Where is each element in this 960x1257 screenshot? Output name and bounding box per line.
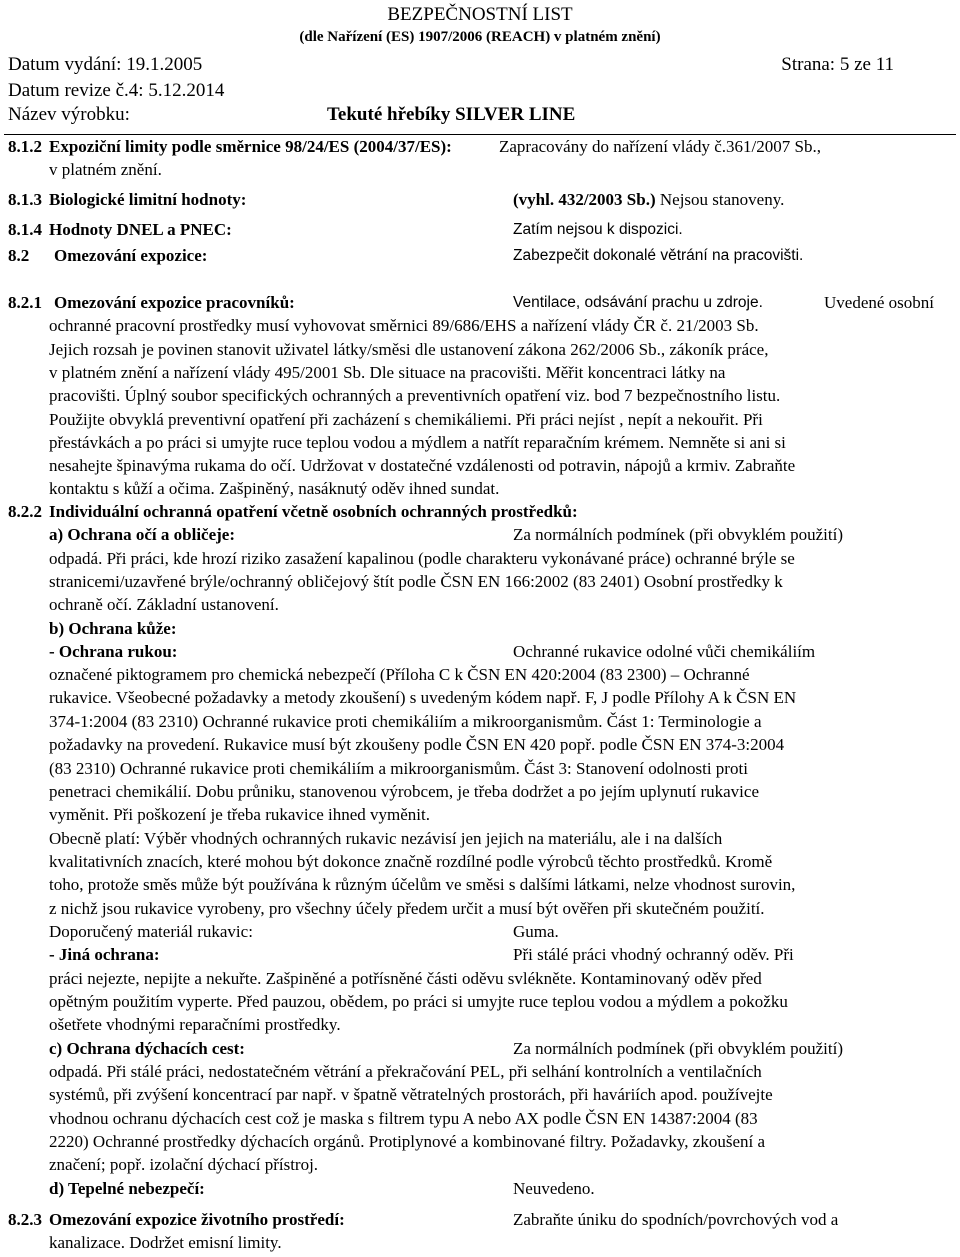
paragraph-line: systémů, při zvýšení koncentrací par např. v špatně větratelných prostorách, při haváriích apod. používejte [49, 1085, 773, 1104]
respiratory-protection-label: c) Ochrana dýchacích cest: [49, 1039, 245, 1058]
paragraph-line: stranicemi/uzavřené brýle/ochranný obličejový štít podle ČSN EN 166:2002 (83 2401) Osobní prostředky k [49, 572, 783, 591]
paragraph-line: Jejich rozsah je povinen stanovit uživatel látky/směsi dle ustanovení zákona 262/2006 Sb., zákoník práce, [49, 340, 769, 359]
paragraph-line: Použijte obvyklá preventivní opatření při zacházení s chemikáliemi. Při práci nejíst , nepít a nekouřit. Při [49, 410, 763, 429]
paragraph-line: 2220) Ochranné prostředky dýchacích orgánů. Protiplynové a kombinované filtry. Požadavky, zkoušení a [49, 1132, 766, 1151]
paragraph-line: vyměnit. Při poškození je třeba rukavice ihned vyměnit. [49, 805, 430, 824]
paragraph-line: nesahejte špinavýma rukama do očí. Udržovat v dostatečné vzdálenosti od potravin, nápojů a krmiv. Zabraňte [49, 456, 796, 475]
section-8-1-3-value: (vyhl. 432/2003 Sb.) Nejsou stanoveny. [513, 190, 785, 209]
paragraph-line: 374-1:2004 (83 2310) Ochranné rukavice proti chemikáliím a mikroorganismům. Část 1: Terminologie a [49, 712, 762, 731]
paragraph-line: přestávkách a po práci si umyjte ruce teplou vodou a mýdlem a natřít reparačním krémem. Nemněte si ani si [49, 433, 786, 452]
eye-protection-label: a) Ochrana očí a obličeje: [49, 525, 236, 544]
section-8-1-2-heading: 8.1.2 Expoziční limity podle směrnice 98/24/ES (2004/37/ES): [8, 137, 452, 156]
other-protection-label: - Jiná ochrana: [49, 945, 160, 964]
eye-protection-value: Za normálních podmínek (při obvyklém použití) [513, 525, 844, 544]
glove-material-label: Doporučený materiál rukavic: [49, 922, 253, 941]
document-title: BEZPEČNOSTNÍ LIST [387, 4, 573, 25]
paragraph-line: pracovišti. Úplný soubor specifických ochranných a preventivních opatření viz. bod 7 bezpečnostního listu. [49, 386, 781, 405]
skin-protection-label: b) Ochrana kůže: [49, 619, 177, 638]
paragraph-line: v platném znění a nařízení vlády 495/2001 Sb. Dle situace na pracovišti. Měřit koncentraci látky na [49, 363, 726, 382]
paragraph-line: odpadá. Při práci, kde hrozí riziko zasažení kapalinou (podle charakteru vykonávané práce) ochranné brýle se [49, 549, 795, 568]
thermal-hazard-label: d) Tepelné nebezpečí: [49, 1179, 205, 1198]
glove-material-value: Guma. [513, 922, 559, 941]
paragraph-line: označené piktogramem pro chemická nebezpečí (Příloha C k ČSN EN 420:2004 (83 2300) – Ochranné [49, 665, 750, 684]
section-8-1-3-heading: 8.1.3 Biologické limitní hodnoty: [8, 190, 247, 209]
other-protection-value: Při stálé práci vhodný ochranný oděv. Při [513, 945, 794, 964]
section-8-2-2-heading: 8.2.2 Individuální ochranná opatření včetně osobních ochranných prostředků: [8, 502, 578, 521]
section-8-1-4-value: Zatím nejsou k dispozici. [513, 221, 683, 238]
hand-protection-value: Ochranné rukavice odolné vůči chemikáliím [513, 642, 816, 661]
paragraph-line: kontaktu s kůží a očima. Zašpiněný, nasáknutý oděv ihned sundat. [49, 479, 500, 498]
section-8-2-3-heading: 8.2.3 Omezování expozice životního prostředí: [8, 1210, 345, 1229]
section-8-2-heading: 8.2 Omezování expozice: [8, 246, 208, 265]
section-8-1-4-heading: 8.1.4 Hodnoty DNEL a PNEC: [8, 220, 232, 239]
issue-date: Datum vydání: 19.1.2005 [8, 54, 203, 75]
page-number: Strana: 5 ze 11 [781, 54, 894, 75]
section-8-2-1-value: Ventilace, odsávání prachu u zdroje. [513, 294, 763, 311]
revision-date: Datum revize č.4: 5.12.2014 [8, 80, 225, 101]
paragraph-line: (83 2310) Ochranné rukavice proti chemikáliím a mikroorganismům. Část 3: Stanovení odolnosti proti [49, 759, 748, 778]
paragraph-line: ošetřete vhodnými reparačními prostředky. [49, 1015, 341, 1034]
section-8-2-3-cont: kanalizace. Dodržet emisní limity. [49, 1233, 282, 1252]
paragraph-line: kvalitativních znacích, které mohou být dokonce značně rozdílné podle výrobců těchto prostředků. Kromě [49, 852, 773, 871]
section-8-1-2-text: Zapracovány do nařízení vlády č.361/2007 Sb., [499, 137, 821, 156]
section-8-2-1-heading: 8.2.1 Omezování expozice pracovníků: [8, 293, 295, 312]
paragraph-line: práci nejezte, nepijte a nekuřte. Zašpiněné a potřísněné části oděvu svlékněte. Kontaminovaný oděv před [49, 969, 762, 988]
section-8-2-value: Zabezpečit dokonalé větrání na pracovišti. [513, 247, 804, 264]
paragraph-line: Obecně platí: Výběr vhodných ochranných rukavic nezávisí jen jejich na materiálu, ale i na dalších [49, 829, 723, 848]
section-8-2-1-tail: Uvedené osobní [824, 293, 935, 312]
product-name: Tekuté hřebíky SILVER LINE [327, 104, 576, 125]
thermal-hazard-value: Neuvedeno. [513, 1179, 595, 1198]
paragraph-line: penetraci chemikálií. Dobu průniku, stanovenou výrobcem, je třeba dodržet a po jejím uplynutí rukavice [49, 782, 759, 801]
respiratory-protection-value: Za normálních podmínek (při obvyklém použití) [513, 1039, 844, 1058]
paragraph-line: ochraně očí. Základní ustanovení. [49, 595, 279, 614]
paragraph-line: z nichž jsou rukavice vyrobeny, pro všechny účely předem určit a musí být ověřen při skutečném použití. [49, 899, 765, 918]
paragraph-line: vhodnou ochranu dýchacích cest což je maska s filtrem typu A nebo AX podle ČSN EN 14387:2004 (83 [49, 1109, 758, 1128]
hand-protection-label: - Ochrana rukou: [49, 642, 178, 661]
paragraph-line: toho, protože směs může být používána k různým účelům ve směsi s dalšími látkami, nelze vhodnost surovin, [49, 875, 796, 894]
paragraph-line: požadavky na provedení. Rukavice musí být zkoušeny podle ČSN EN 420 popř. podle ČSN EN 374-3:2004 [49, 735, 785, 754]
product-label: Název výrobku: [8, 104, 130, 125]
section-8-2-3-value: Zabraňte úniku do spodních/povrchových vod a [513, 1210, 839, 1229]
paragraph-line: odpadá. Při stálé práci, nedostatečném větrání a překračování PEL, při selhání kontrolních a ventilačních [49, 1062, 762, 1081]
section-8-1-2-cont: v platném znění. [49, 160, 162, 179]
paragraph-line: opětným použitím vyperte. Před pauzou, obědem, po práci si umyjte ruce teplou vodou a mýdlem a pokožku [49, 992, 788, 1011]
paragraph-line: značení; popř. izolační dýchací přístroj. [49, 1155, 319, 1174]
paragraph-line: rukavice. Všeobecné požadavky a metody zkoušení) s uvedeným kódem např. F, J podle Přílohy A k ČSN EN [49, 688, 797, 707]
regulation-subtitle: (dle Nařízení (ES) 1907/2006 (REACH) v platném znění) [299, 29, 661, 45]
paragraph-line: ochranné pracovní prostředky musí vyhovovat směrnici 89/686/EHS a nařízení vlády ČR č. 21/2003 Sb. [49, 316, 759, 335]
